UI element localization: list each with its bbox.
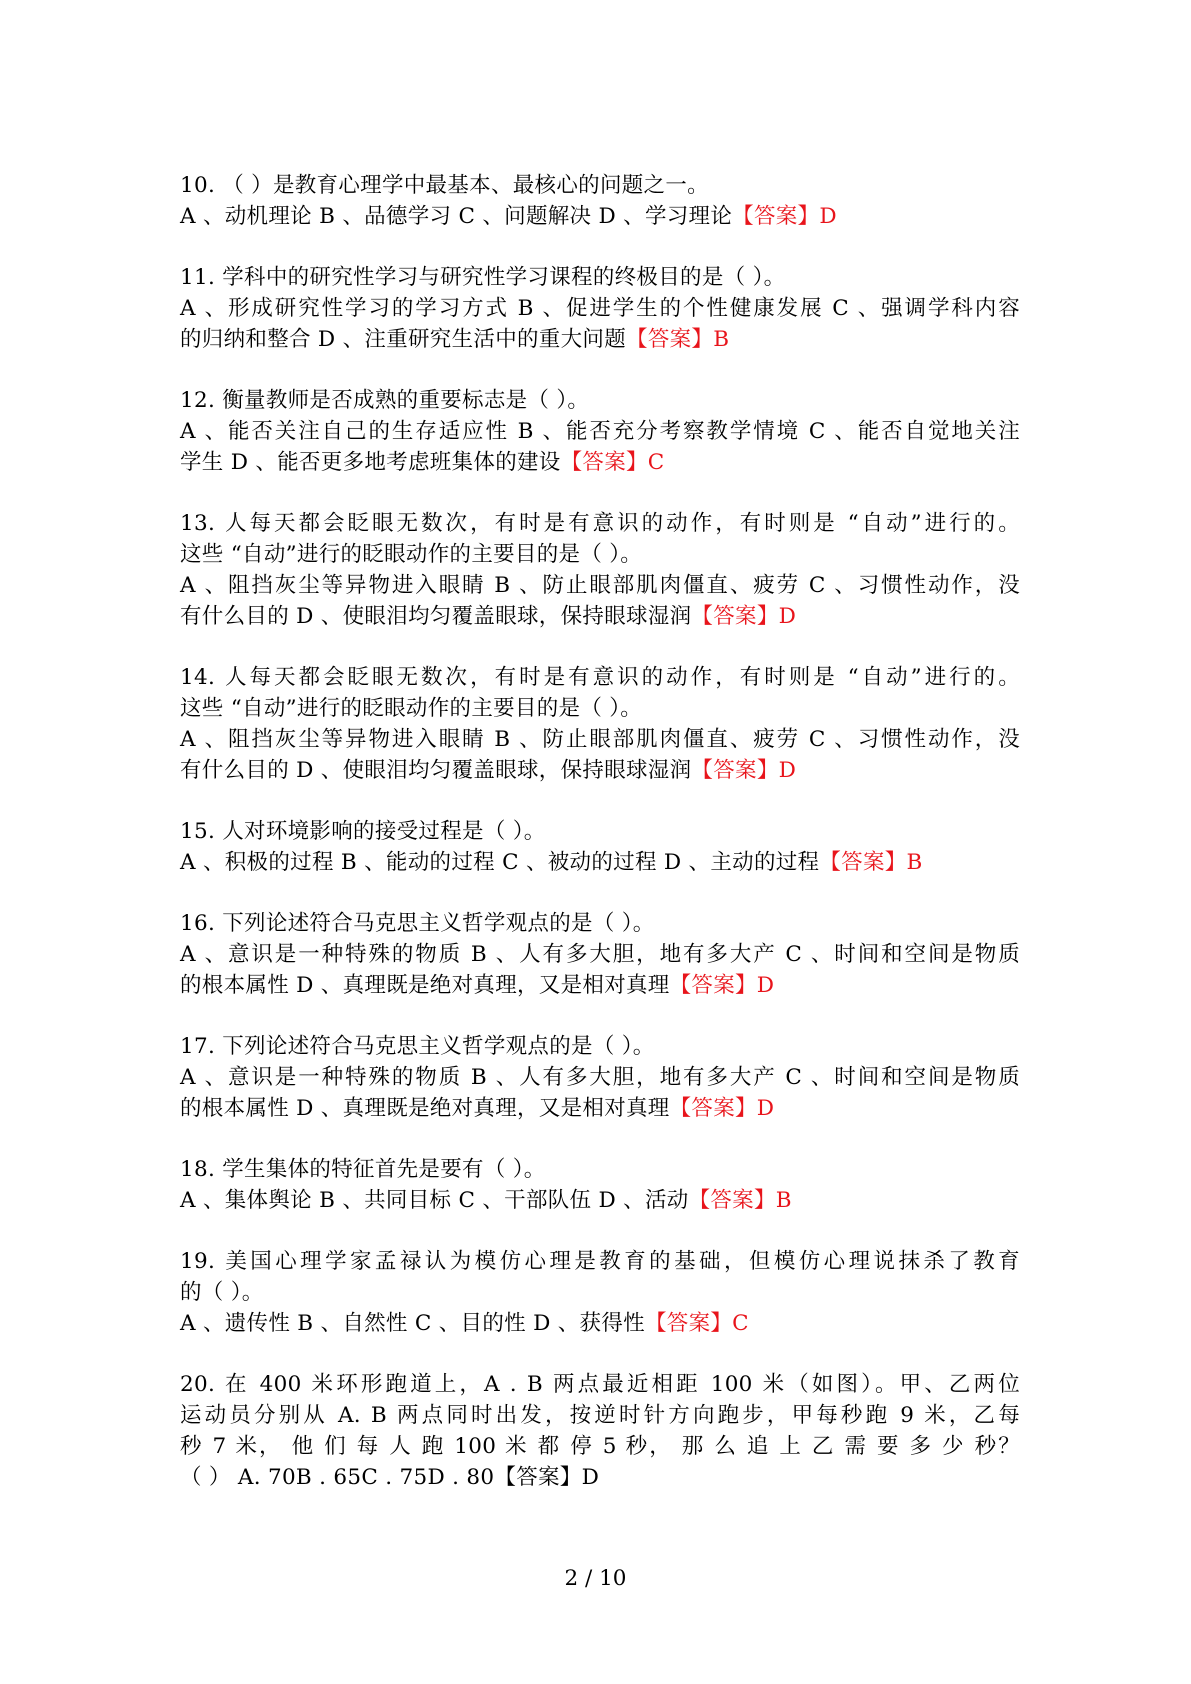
options-line [180,1185,1020,1216]
question-13 [180,508,1020,632]
question-12 [180,385,1020,478]
options-text: 有什么目的 D 、使眼泪均匀覆盖眼球，保持眼球湿润 [180,758,692,783]
answer-label: 【答案】D [732,204,837,229]
question-text: 19. 美国心理学家孟禄认为模仿心理是教育的基础，但模仿心理说抹杀了教育 [180,1249,1020,1274]
answer-label: 【答案】B [819,850,923,875]
options-line [180,601,1020,632]
question-18 [180,1154,1020,1216]
options-text: A 、集体舆论 B 、共同目标 C 、干部队伍 D 、活动 [180,1188,689,1213]
question-text: 这些 “自动”进行的眨眼动作的主要目的是（ ）。 [180,542,643,567]
options-line [180,847,1020,878]
options-line [180,970,1020,1001]
options-line [180,324,1020,355]
question-text: 16. 下列论述符合马克思主义哲学观点的是（ ）。 [180,911,655,936]
question-text: 15. 人对环境影响的接受过程是（ ）。 [180,819,546,844]
question-text: 12. 衡量教师是否成熟的重要标志是（ ）。 [180,388,590,413]
answer-label: 【答案】B [626,327,730,352]
answer-label: 【答案】B [688,1188,792,1213]
options-text: A 、动机理论 B 、品德学习 C 、问题解决 D 、学习理论 [180,204,733,229]
question-20 [180,1369,1020,1493]
question-text: 运动员分别从 A. B 两点同时出发，按逆时针方向跑步，甲每秒跑 9 米，乙每 [180,1403,1020,1428]
options-text: A 、能否关注自己的生存适应性 B 、能否充分考察教学情境 C 、能否自觉地关注 [180,419,1020,444]
options-text: A 、遗传性 B 、自然性 C 、目的性 D 、获得性 [180,1311,645,1336]
question-14 [180,662,1020,786]
question-text: 18. 学生集体的特征首先是要有（ ）。 [180,1157,546,1182]
options-text: A 、意识是一种特殊的物质 B 、人有多大胆，地有多大产 C 、时间和空间是物质 [180,1065,1020,1090]
options-text: 学生 D 、能否更多地考虑班集体的建设 [180,450,561,475]
answer-label: 【答案】C [644,1311,749,1336]
options-text: 有什么目的 D 、使眼泪均匀覆盖眼球，保持眼球湿润 [180,604,692,629]
options-text: 的根本属性 D 、真理既是绝对真理，又是相对真理 [180,1096,670,1121]
answer-label: 【答案】D [669,973,775,998]
question-text: 13. 人每天都会眨眼无数次，有时是有意识的动作，有时则是 “自动”进行的。 [180,511,1020,536]
options-text: A 、积极的过程 B 、能动的过程 C 、被动的过程 D 、主动的过程 [180,850,820,875]
question-text: 秒 7 米， 他 们 每 人 跑 100 米 都 停 5 秒， 那 么 追 上 乙 需 要 多 少 秒？ [180,1434,1020,1459]
options-text: A 、阻挡灰尘等异物进入眼睛 B 、防止眼部肌肉僵直、疲劳 C 、习惯性动作，没 [180,573,1020,598]
page-number: 2 / 10 [564,1566,627,1591]
options-line [180,755,1020,786]
options-text: A 、阻挡灰尘等异物进入眼睛 B 、防止眼部肌肉僵直、疲劳 C 、习惯性动作，没 [180,727,1020,752]
question-17 [180,1031,1020,1124]
question-text: 11. 学科中的研究性学习与研究性学习课程的终极目的是（ ）。 [180,265,786,290]
question-15 [180,816,1020,878]
question-10 [180,170,1020,232]
question-text: 10. （ ）是教育心理学中最基本、最核心的问题之一。 [180,173,709,198]
options-text: （ ） A. 70B . 65C . 75D . 80【答案】D [180,1465,600,1490]
question-text: 17. 下列论述符合马克思主义哲学观点的是（ ）。 [180,1034,655,1059]
options-line [180,1093,1020,1124]
options-line [180,1308,1020,1339]
answer-label: 【答案】C [560,450,665,475]
question-11 [180,262,1020,355]
question-text: 14. 人每天都会眨眼无数次，有时是有意识的动作，有时则是 “自动”进行的。 [180,665,1020,690]
answer-label: 【答案】D [691,604,797,629]
question-19 [180,1246,1020,1339]
question-16 [180,908,1020,1001]
question-text: 的（ ）。 [180,1280,264,1305]
options-text: A 、意识是一种特殊的物质 B 、人有多大胆，地有多大产 C 、时间和空间是物质 [180,942,1020,967]
answer-label: 【答案】D [691,758,797,783]
question-text: 20. 在 400 米环形跑道上，A . B 两点最近相距 100 米（如图）。甲、乙两位 [180,1372,1020,1397]
options-text: A 、形成研究性学习的学习方式 B 、促进学生的个性健康发展 C 、强调学科内容 [180,296,1020,321]
document-page [180,170,1020,1523]
options-line [180,447,1020,478]
options-text: 的归纳和整合 D 、注重研究生活中的重大问题 [180,327,627,352]
answer-label: 【答案】D [669,1096,775,1121]
options-text: 的根本属性 D 、真理既是绝对真理，又是相对真理 [180,973,670,998]
options-line [180,201,1020,232]
question-text: 这些 “自动”进行的眨眼动作的主要目的是（ ）。 [180,696,643,721]
